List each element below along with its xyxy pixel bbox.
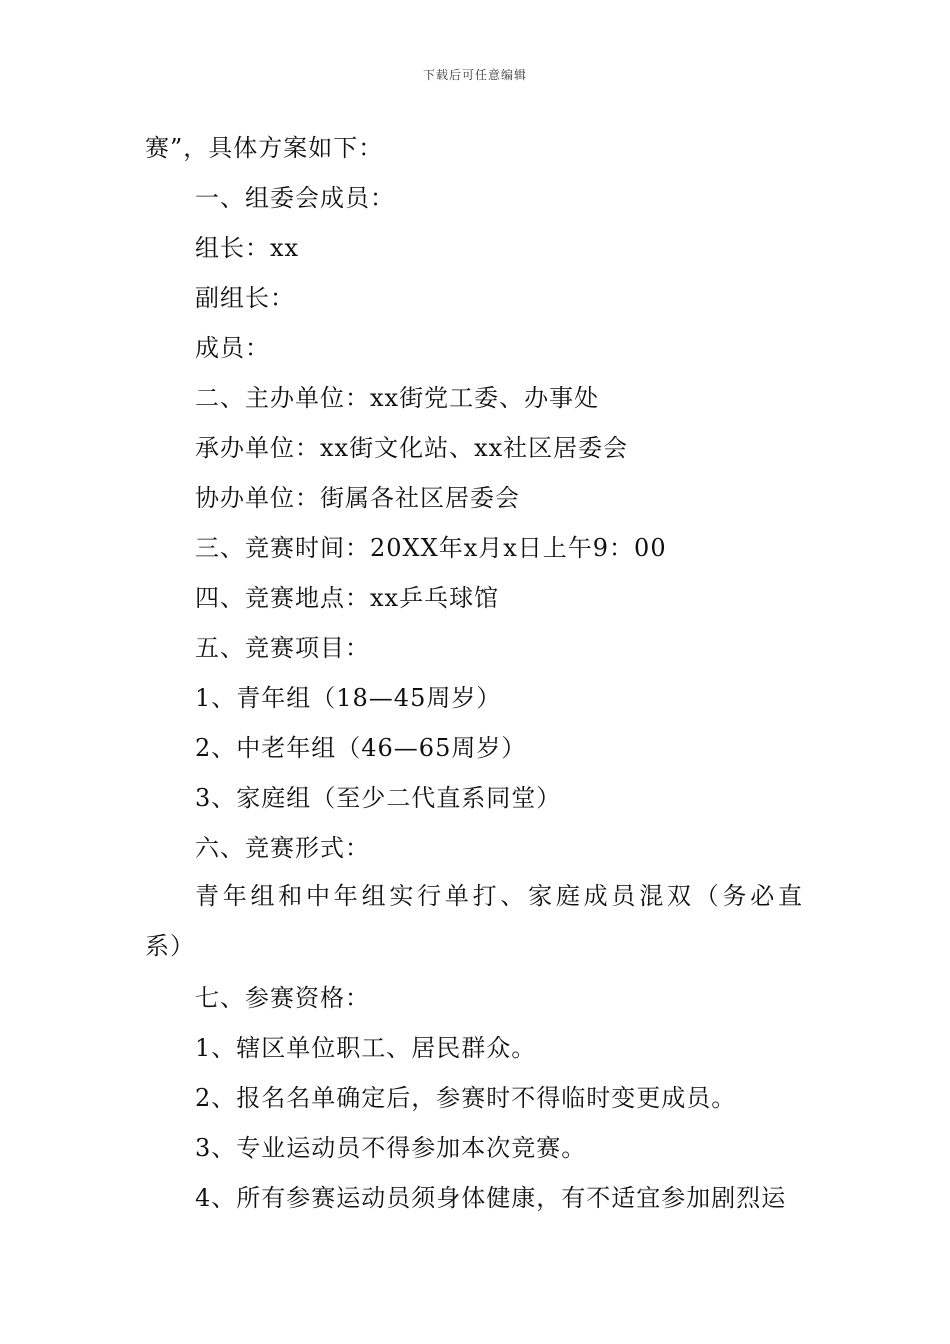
section-heading-eligibility: 七、参赛资格： [195,984,370,1012]
section-heading-committee: 一、组委会成员： [195,184,395,212]
text-line-deputy-leader: 副组长： [195,284,295,312]
list-item-eligibility-1: 1、辖区单位职工、居民群众。 [195,1034,537,1062]
list-item-eligibility-4: 4、所有参赛运动员须身体健康，有不适宜参加剧烈运 [195,1184,787,1212]
section-heading-organizer: 二、主办单位：xx街党工委、办事处 [195,384,600,412]
list-item-youth-group: 1、青年组（18—45周岁） [195,684,502,712]
list-item-eligibility-3: 3、专业运动员不得参加本次竞赛。 [195,1134,587,1162]
list-item-family-group: 3、家庭组（至少二代直系同堂） [195,784,562,812]
text-line-co-organizer: 协办单位：街属各社区居委会 [195,484,520,512]
list-item-senior-group: 2、中老年组（46—65周岁） [195,734,527,762]
paragraph-format-line-1: 青年组和中年组实行单打、家庭成员混双（务必直 [195,882,805,910]
list-item-eligibility-2: 2、报名名单确定后，参赛时不得临时变更成员。 [195,1084,737,1112]
section-heading-time: 三、竞赛时间：20XX年x月x日上午9：00 [195,534,667,562]
paragraph-format-line-2: 系） [145,932,195,960]
text-line-leader: 组长：xx [195,234,300,262]
section-heading-events: 五、竞赛项目： [195,634,370,662]
text-line-continuation: 赛”，具体方案如下： [145,134,384,162]
page-header: 下载后可任意编辑 [422,68,527,82]
section-heading-venue: 四、竞赛地点：xx乒乓球馆 [195,584,500,612]
text-line-host: 承办单位：xx街文化站、xx社区居委会 [195,434,629,462]
text-line-members: 成员： [195,334,270,362]
section-heading-format: 六、竞赛形式： [195,834,370,862]
